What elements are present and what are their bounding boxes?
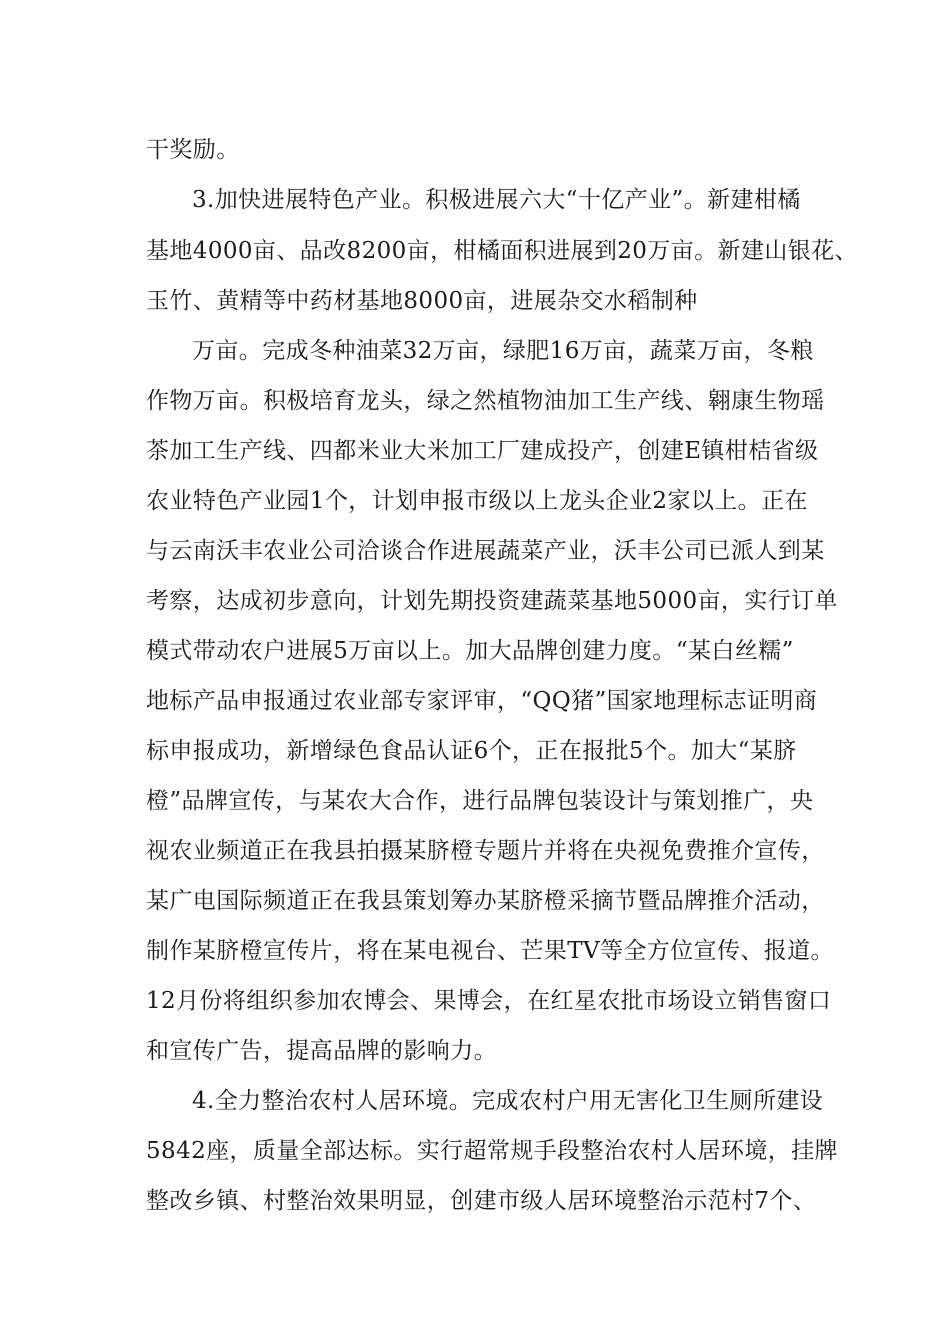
text-line-20: 4.全力整治农村人居环境。完成农村户用无害化卫生厕所建设	[192, 1088, 824, 1114]
text-line-4: 玉竹、黄精等中药材基地8000亩，进展杂交水稻制种	[146, 288, 698, 314]
text-line-22: 整改乡镇、村整治效果明显，创建市级人居环境整治示范村7个、	[146, 1188, 817, 1214]
text-line-14: 橙”品牌宣传，与某农大合作，进行品牌包装设计与策划推广，央	[146, 788, 814, 814]
text-line-18: 12月份将组织参加农博会、果博会，在红星农批市场设立销售窗口	[146, 988, 832, 1014]
text-line-21: 5842座，质量全部达标。实行超常规手段整治农村人居环境，挂牌	[146, 1138, 838, 1164]
text-line-9: 与云南沃丰农业公司洽谈合作进展蔬菜产业，沃丰公司已派人到某	[146, 538, 825, 564]
text-line-7: 茶加工生产线、四都米业大米加工厂建成投产，创建E镇柑桔省级	[146, 438, 819, 464]
text-line-19: 和宣传广告，提高品牌的影响力。	[146, 1038, 497, 1064]
text-line-10: 考察，达成初步意向，计划先期投资建蔬菜基地5000亩，实行订单	[146, 588, 838, 614]
text-line-12: 地标产品申报通过农业部专家评审，“QQ猪”国家地理标志证明商	[146, 688, 818, 714]
text-line-11: 模式带动农户进展5万亩以上。加大品牌创建力度。“某白丝糯”	[146, 638, 794, 664]
text-line-17: 制作某脐橙宣传片，将在某电视台、芒果TV等全方位宣传、报道。	[146, 938, 834, 964]
text-line-1: 干奖励。	[146, 137, 240, 163]
text-line-2: 3.加快进展特色产业。积极进展六大“十亿产业”。新建柑橘	[192, 187, 801, 213]
text-line-13: 标申报成功，新增绿色食品认证6个，正在报批5个。加大“某脐	[146, 738, 797, 764]
text-line-15: 视农业频道正在我县拍摄某脐橙专题片并将在央视免费推介宣传，	[146, 838, 825, 864]
text-line-16: 某广电国际频道正在我县策划筹办某脐橙采摘节暨品牌推介活动，	[146, 888, 825, 914]
text-line-3: 基地4000亩、品改8200亩，柑橘面积进展到20万亩。新建山银花、	[146, 238, 858, 264]
text-line-8: 农业特色产业园1个，计划申报市级以上龙头企业2家以上。正在	[146, 488, 808, 514]
text-line-5: 万亩。完成冬种油菜32万亩，绿肥16万亩，蔬菜万亩，冬粮	[192, 338, 814, 364]
text-line-6: 作物万亩。积极培育龙头，绿之然植物油加工生产线、翱康生物瑶	[146, 388, 825, 414]
